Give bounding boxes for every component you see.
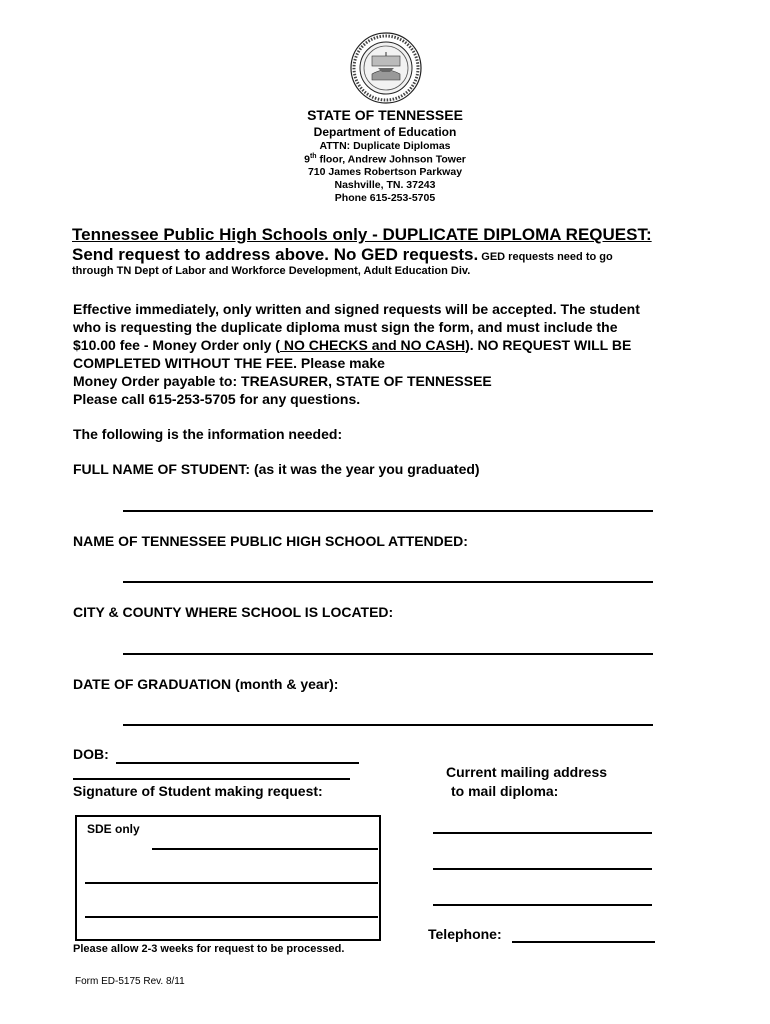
sde-line-3[interactable] [85, 916, 378, 918]
floor-text: floor, Andrew Johnson Tower [316, 153, 466, 166]
instructions-line: Please call 615-253-5705 for any questions. [73, 391, 361, 407]
instructions-line [73, 336, 693, 354]
header-floor [0, 153, 770, 166]
no-checks-text: NO CHECKS and NO CASH [279, 337, 466, 353]
signature-label: Signature of Student making request: [73, 783, 323, 799]
form-title: Tennessee Public High Schools only - DUPLICATE DIPLOMA REQUEST: [72, 225, 652, 244]
header-state: STATE OF TENNESSEE [307, 107, 463, 123]
send-request-line [72, 245, 613, 265]
ged-note-text: GED requests need to go [478, 251, 613, 263]
graduation-date-label: DATE OF GRADUATION (month & year): [73, 676, 339, 692]
tennessee-state-seal [350, 32, 422, 104]
no-request-text: ). NO REQUEST WILL BE [465, 337, 632, 353]
graduation-date-field[interactable] [123, 724, 653, 726]
header-city: Nashville, TN. 37243 [334, 179, 436, 191]
full-name-label: FULL NAME OF STUDENT: (as it was the year you graduated) [73, 461, 480, 477]
form-id: Form ED-5175 Rev. 8/11 [75, 976, 185, 987]
school-field[interactable] [123, 581, 653, 583]
mailing-address-line-3[interactable] [433, 904, 652, 906]
instructions-line: Effective immediately, only written and signed requests will be accepted. The student [73, 301, 640, 317]
mailing-address-line-2[interactable] [433, 868, 652, 870]
dob-field[interactable] [116, 762, 359, 764]
telephone-field[interactable] [512, 941, 655, 943]
full-name-field[interactable] [123, 510, 653, 512]
school-label: NAME OF TENNESSEE PUBLIC HIGH SCHOOL ATTENDED: [73, 533, 468, 549]
dob-label: DOB: [73, 746, 109, 762]
mailing-address-label-2: to mail diploma: [451, 783, 559, 799]
sde-only-label: SDE only [87, 822, 140, 836]
mailing-address-label: Current mailing address [446, 764, 608, 780]
instructions-line: who is requesting the duplicate diploma must sign the form, and must include the [73, 319, 618, 335]
instructions-line: Money Order payable to: TREASURER, STATE OF TENNESSEE [73, 373, 492, 389]
sde-line-1[interactable] [152, 848, 378, 850]
signature-field[interactable] [73, 778, 350, 780]
city-county-label: CITY & COUNTY WHERE SCHOOL IS LOCATED: [73, 604, 394, 620]
floor-number: 9 [304, 153, 310, 166]
instructions-line: COMPLETED WITHOUT THE FEE. Please make [73, 355, 385, 371]
header-attn: ATTN: Duplicate Diplomas [319, 140, 451, 152]
info-needed-label: The following is the information needed: [73, 426, 343, 442]
ged-note-line2: through TN Dept of Labor and Workforce Development, Adult Education Div. [72, 265, 471, 277]
city-county-field[interactable] [123, 653, 653, 655]
sde-line-2[interactable] [85, 882, 378, 884]
floor-superscript: th [309, 153, 317, 160]
telephone-label: Telephone: [428, 926, 502, 942]
header-phone: Phone 615-253-5705 [334, 192, 436, 204]
fee-text: $10.00 fee - Money Order only ( [73, 337, 280, 353]
processing-note: Please allow 2-3 weeks for request to be processed. [73, 943, 345, 955]
header-street: 710 James Robertson Parkway [307, 166, 463, 178]
instructions-paragraph [73, 300, 693, 408]
header-department: Department of Education [313, 125, 457, 139]
mailing-address-line-1[interactable] [433, 832, 652, 834]
send-request-text: Send request to address above. No GED requests. [72, 245, 479, 264]
